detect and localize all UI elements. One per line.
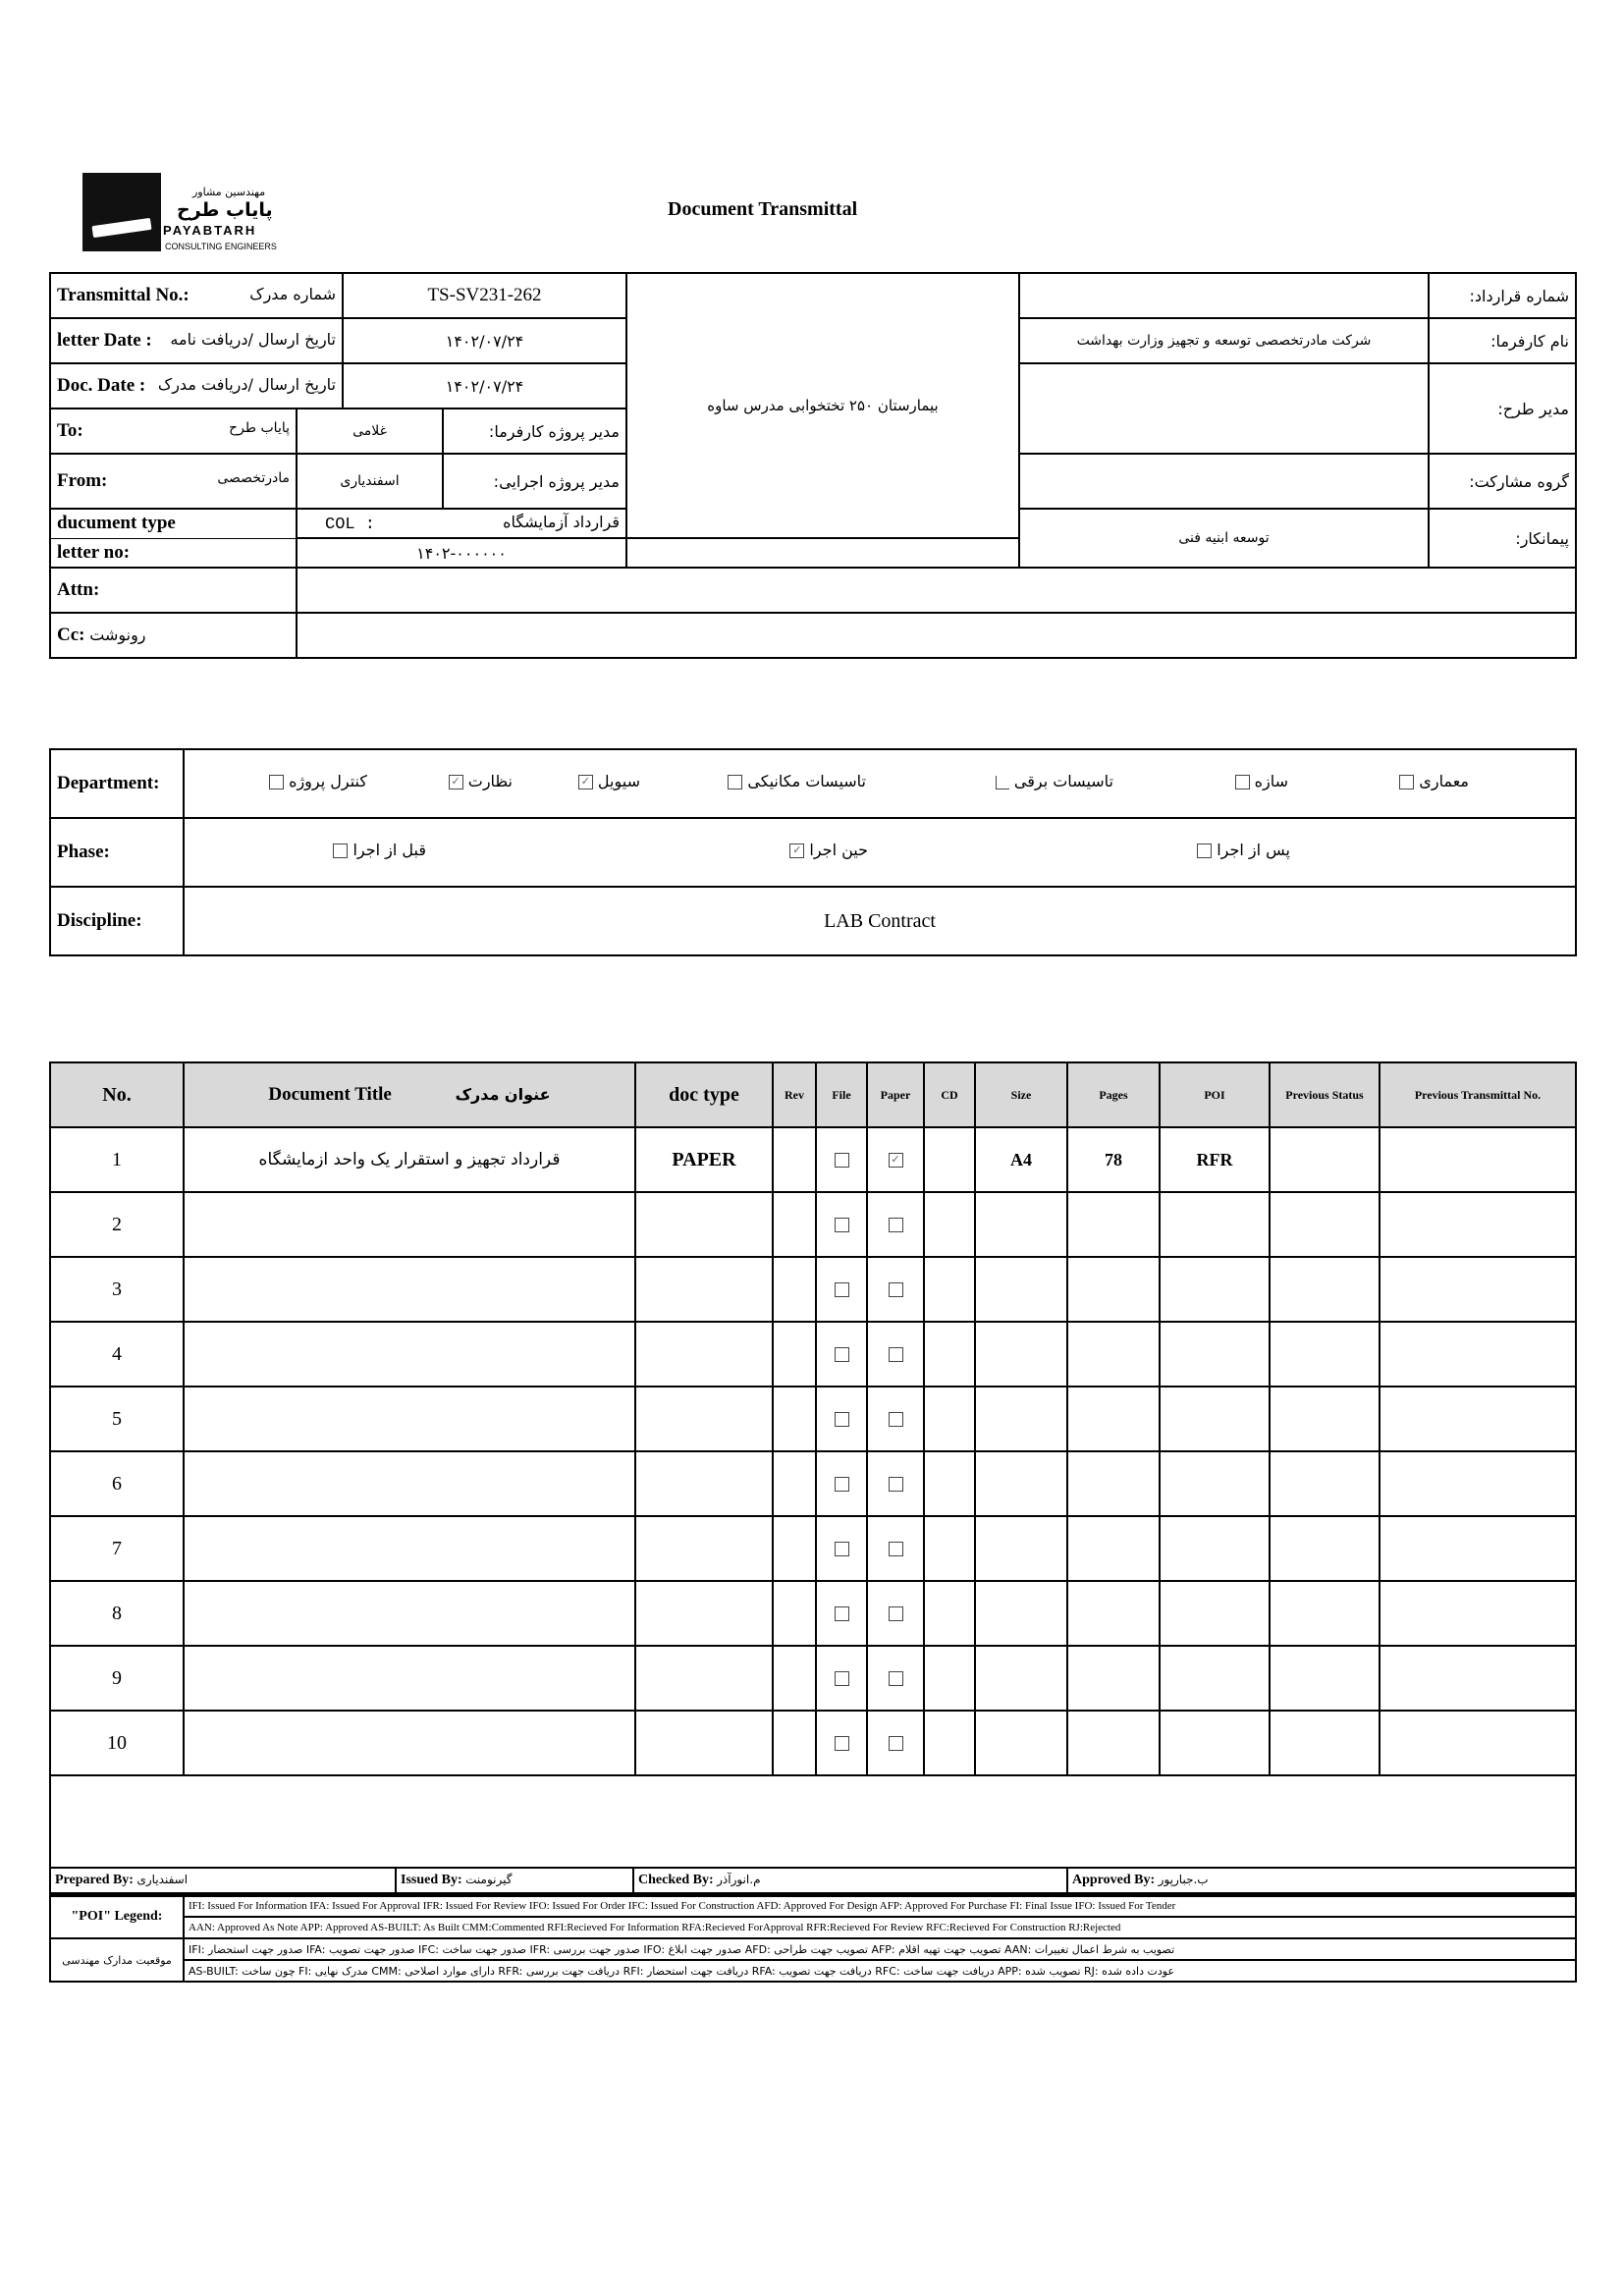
poi-legend-label: "POI" Legend: [50,1895,184,1938]
row-rev [773,1192,816,1257]
prepared-value: اسفندیاری [136,1873,189,1886]
row-prev-status [1270,1451,1380,1516]
checkbox-icon[interactable] [835,1282,849,1297]
checkbox-icon[interactable] [835,1347,849,1362]
doctype-value: COL : [325,516,376,534]
row-title [184,1192,635,1257]
row-prev-status [1270,1257,1380,1322]
table-row [50,1581,1576,1646]
row-paper [867,1451,924,1516]
row-prev-status [1270,1646,1380,1711]
row-prev-status [1270,1127,1380,1192]
row-cd [924,1646,975,1711]
row-file [816,1322,867,1387]
row-cd [924,1581,975,1646]
department-structure[interactable] [1235,772,1288,790]
partnership-label: گروه مشارکت: [1429,454,1576,509]
approved-by [1067,1868,1576,1893]
row-rev [773,1451,816,1516]
row-cd [924,1257,975,1322]
row-title [184,1451,635,1516]
row-file [816,1192,867,1257]
row-paper [867,1581,924,1646]
row-cd [924,1322,975,1387]
checkbox-icon[interactable] [889,1736,903,1751]
row-doctype [635,1257,773,1322]
to-person: غلامی [297,408,443,454]
row-pages [1067,1711,1160,1775]
contract-no-label: شماره قرارداد: [1429,273,1576,318]
row-size [975,1387,1067,1451]
issued-value: گیرنومنت [465,1873,513,1886]
row-cd [924,1127,975,1192]
legend-line-3: IFI: صدور جهت استحضار IFA: صدور جهت تصویب IFC: صدور جهت ساخت IFR: صدور جهت بررسی IFO: صدور جهت ابلاغ AFD: تصویب جهت طراحی AFP: تصویب جهت تهیه اقلام AAN: تصویب به شرط اعمال تغییرات [184,1938,1576,1960]
legend-line-4: AS-BUILT: چون ساخت FI: مدرک نهایی CMM: دارای موارد اصلاحی RFR: دریافت جهت بررسی RFI: دریافت جهت استحضار RFA: دریافت جهت تصویب RFC: دریافت جهت ساخت APP: تصویب شده RJ: عودت داده شده [184,1960,1576,1982]
checkbox-icon[interactable] [1235,775,1250,789]
doc-date-label-cell [50,363,343,408]
row-pages [1067,1516,1160,1581]
checkbox-icon[interactable] [889,1347,903,1362]
from-label: From: [57,470,108,491]
checkbox-icon[interactable] [269,775,284,789]
col-prev-status: Previous Status [1270,1062,1380,1127]
project-cell-bottom [626,538,1019,568]
checked-by [633,1868,1067,1893]
col-pages: Pages [1067,1062,1160,1127]
row-title [184,1646,635,1711]
phase-label-before: قبل از اجرا [352,841,426,859]
logo-subtitle: CONSULTING ENGINEERS [165,242,277,251]
row-rev [773,1322,816,1387]
row-cd [924,1451,975,1516]
table-row [50,1646,1576,1711]
company-logo [82,173,161,251]
checkbox-checked-icon[interactable]: ✓ [449,775,463,789]
row-pages: 78 [1067,1127,1160,1192]
phase-options [184,818,1576,887]
prepared-label: Prepared By: [55,1873,134,1887]
row-pages [1067,1451,1160,1516]
department-label-project-control: کنترل پروژه [289,772,367,790]
client-label: نام کارفرما: [1429,318,1576,363]
prepared-by [50,1868,396,1893]
row-no: 10 [50,1711,184,1775]
to-cell [50,408,297,454]
table-row [50,1257,1576,1322]
row-no: 3 [50,1257,184,1322]
row-paper [867,1711,924,1775]
transmittal-label-fa: شماره مدرک [249,285,336,303]
row-poi [1160,1451,1270,1516]
attn-value [297,568,1576,613]
row-cd [924,1516,975,1581]
checkbox-icon[interactable] [835,1671,849,1686]
from-person: اسفندیاری [297,454,443,509]
logo-text-small: مهندسین مشاور [192,186,266,198]
contract-no-value [1019,273,1429,318]
doctype-value-fa: قرارداد آزمایشگاه [503,513,620,531]
row-no: 8 [50,1581,184,1646]
row-cd [924,1192,975,1257]
row-pages [1067,1581,1160,1646]
attn-label: Attn: [50,568,297,613]
signatures-table [49,1867,1577,1894]
row-doctype [635,1516,773,1581]
row-size [975,1451,1067,1516]
checkbox-icon[interactable] [835,1412,849,1427]
row-file [816,1581,867,1646]
row-no: 4 [50,1322,184,1387]
row-pages [1067,1387,1160,1451]
row-no: 5 [50,1387,184,1451]
row-poi [1160,1192,1270,1257]
row-rev [773,1387,816,1451]
row-doctype [635,1581,773,1646]
row-file [816,1127,867,1192]
row-poi [1160,1387,1270,1451]
row-pages [1067,1322,1160,1387]
letterno-label: letter no: [50,538,297,568]
row-title [184,1322,635,1387]
row-poi [1160,1646,1270,1711]
design-manager-value [1019,363,1429,454]
row-size [975,1581,1067,1646]
row-paper [867,1322,924,1387]
phase-before[interactable] [333,841,426,859]
classification-table [49,748,1577,956]
logo-text-fa: پایاب طرح [177,199,273,221]
row-pages [1067,1192,1160,1257]
project-name: بیمارستان ۲۵۰ تختخوابی مدرس ساوه [626,273,1019,538]
row-no: 7 [50,1516,184,1581]
checkbox-icon[interactable] [1399,775,1414,789]
row-paper [867,1257,924,1322]
phase-label: Phase: [50,818,184,887]
logo-text-en: PAYABTARH [163,223,257,238]
checkbox-icon[interactable] [889,1477,903,1492]
row-prev-status [1270,1581,1380,1646]
documents-table-body [50,1127,1576,1775]
row-size [975,1192,1067,1257]
transmittal-label: Transmittal No.: [57,285,189,305]
row-prev-no [1380,1516,1576,1581]
row-poi [1160,1257,1270,1322]
row-title [184,1257,635,1322]
checkbox-checked-icon[interactable]: ✓ [889,1153,903,1168]
row-title [184,1516,635,1581]
transmittal-value: TS-SV231-262 [343,273,626,318]
approved-label: Approved By: [1072,1873,1156,1887]
row-poi [1160,1581,1270,1646]
col-poi: POI [1160,1062,1270,1127]
row-file [816,1516,867,1581]
row-paper [867,1192,924,1257]
checkbox-icon[interactable] [1197,843,1212,858]
row-doctype: PAPER [635,1127,773,1192]
row-file [816,1711,867,1775]
table-row [50,1387,1576,1451]
client-value: شرکت مادرتخصصی توسعه و تجهیز وزارت بهداشت [1019,318,1429,363]
partnership-value [1019,454,1429,509]
cc-value [297,613,1576,658]
checkbox-icon[interactable] [889,1412,903,1427]
row-title: قرارداد تجهیز و استقرار یک واحد ازمایشگاه [184,1127,635,1192]
col-doctype: doc type [635,1062,773,1127]
row-prev-no [1380,1581,1576,1646]
legend-table [49,1894,1577,1983]
row-poi [1160,1322,1270,1387]
row-pages [1067,1646,1160,1711]
department-options [184,749,1576,818]
row-file [816,1451,867,1516]
row-size [975,1516,1067,1581]
row-rev [773,1711,816,1775]
documents-table [49,1061,1577,1897]
checked-label: Checked By: [638,1873,714,1887]
to-label: To: [57,420,83,441]
row-size [975,1646,1067,1711]
letter-date-label-fa: تاریخ ارسال /دریافت نامه [170,330,336,349]
department-architecture[interactable] [1399,772,1469,790]
row-prev-no [1380,1451,1576,1516]
checkbox-checked-icon[interactable]: ✓ [789,843,804,858]
doc-date-label-fa: تاریخ ارسال /دریافت مدرک [157,375,336,394]
from-value: مادرتخصصی [217,470,290,486]
checked-value: م.انورآذر [717,1873,761,1886]
from-cell [50,454,297,509]
row-doctype [635,1711,773,1775]
row-prev-no [1380,1257,1576,1322]
row-prev-no [1380,1387,1576,1451]
row-file [816,1646,867,1711]
row-prev-status [1270,1711,1380,1775]
row-prev-status [1270,1387,1380,1451]
table-row [50,1451,1576,1516]
row-title [184,1387,635,1451]
department-label-architecture: معماری [1419,772,1469,790]
doctype-cell [297,509,626,538]
department-electrical[interactable] [996,772,1113,790]
table-row [50,1127,1576,1192]
row-prev-status [1270,1192,1380,1257]
checkbox-icon[interactable] [889,1671,903,1686]
checkbox-icon[interactable] [889,1606,903,1621]
col-title-en: Document Title [268,1084,392,1105]
page-title: Document Transmittal [668,198,858,220]
department-label-civil: سیویل [597,772,640,790]
letter-date-label-cell [50,318,343,363]
checkbox-checked-icon[interactable]: ✓ [578,775,593,789]
col-cd: CD [924,1062,975,1127]
phase-label-during: حین اجرا [809,841,868,859]
phase-label-after: پس از اجرا [1217,841,1290,859]
discipline-label: Discipline: [50,887,184,955]
row-doctype [635,1192,773,1257]
col-file: File [816,1062,867,1127]
row-prev-no [1380,1646,1576,1711]
row-paper [867,1516,924,1581]
to-role: مدیر پروژه کارفرما: [443,408,626,454]
col-rev: Rev [773,1062,816,1127]
department-label-structure: سازه [1254,772,1288,790]
row-prev-no [1380,1711,1576,1775]
row-file [816,1387,867,1451]
header-table [49,272,1577,659]
checkbox-icon[interactable] [333,843,348,858]
row-rev [773,1516,816,1581]
legend-fa-label: موقعیت مدارک مهندسی [50,1938,184,1982]
letterno-value: ۱۴۰۲-۰۰۰۰۰۰ [297,538,626,568]
row-title [184,1711,635,1775]
checkbox-icon[interactable] [835,1606,849,1621]
cc-cell [50,613,297,658]
department-label: Department: [50,749,184,818]
phase-during[interactable] [789,841,868,859]
department-supervision[interactable] [449,772,513,790]
checkbox-icon[interactable] [889,1542,903,1556]
row-no: 6 [50,1451,184,1516]
contractor-value: توسعه ابنیه فنی [1019,509,1429,568]
department-label-electrical: تاسیسات برقی [1013,772,1113,790]
table-row [50,1516,1576,1581]
doctype-label: ducument type [50,509,297,538]
row-size [975,1711,1067,1775]
row-cd [924,1711,975,1775]
letter-date-value: ۱۴۰۲/۰۷/۲۴ [343,318,626,363]
legend-line-1: IFI: Issued For Information IFA: Issued For Approval IFR: Issued For Review IFO: Issued For Order IFC: Issued For Construction AFD: Approved For Design AFP: Approved For Purchase FI: Final Issue IFO: Issued For Tender [184,1895,1576,1917]
row-paper [867,1127,924,1192]
table-row [50,1711,1576,1775]
row-prev-no [1380,1192,1576,1257]
checkbox-icon[interactable] [835,1736,849,1751]
issued-by [396,1868,633,1893]
department-mechanical[interactable] [728,772,866,790]
row-no: 9 [50,1646,184,1711]
issued-label: Issued By: [401,1873,462,1887]
department-label-supervision: نظارت [467,772,513,790]
row-pages [1067,1257,1160,1322]
row-doctype [635,1451,773,1516]
col-size: Size [975,1062,1067,1127]
transmittal-label-cell [50,273,343,318]
row-doctype [635,1646,773,1711]
to-value: پایاب طرح [229,420,290,436]
row-file [816,1257,867,1322]
department-civil[interactable] [578,772,640,790]
row-no: 1 [50,1127,184,1192]
checkbox-icon[interactable] [996,776,1009,789]
letter-date-label: letter Date : [57,330,152,351]
row-prev-no [1380,1127,1576,1192]
row-poi: RFR [1160,1127,1270,1192]
col-paper: Paper [867,1062,924,1127]
approved-value: ب.جبارپور [1158,1873,1209,1886]
checkbox-icon[interactable] [835,1542,849,1556]
row-prev-status [1270,1516,1380,1581]
design-manager-label: مدیر طرح: [1429,363,1576,454]
row-rev [773,1646,816,1711]
row-prev-no [1380,1322,1576,1387]
checkbox-icon[interactable] [728,775,742,789]
row-size [975,1322,1067,1387]
row-poi [1160,1516,1270,1581]
row-doctype [635,1322,773,1387]
phase-after[interactable] [1197,841,1290,859]
checkbox-icon[interactable] [889,1282,903,1297]
legend-line-2: AAN: Approved As Note APP: Approved AS-BUILT: As Built CMM:Commented RFI:Recieved For Information RFA:Recieved ForApproval RFR:Recieved For Review RFC:Recieved For Construction RJ:Rejected [184,1917,1576,1938]
checkbox-icon[interactable] [835,1477,849,1492]
table-row [50,1192,1576,1257]
department-label-mechanical: تاسیسات مکانیکی [747,772,866,790]
col-prev-no: Previous Transmittal No. [1380,1062,1576,1127]
checkbox-icon[interactable] [835,1153,849,1168]
row-doctype [635,1387,773,1451]
col-title-fa: عنوان مدرک [455,1085,551,1104]
row-poi [1160,1711,1270,1775]
cc-label: Cc: [57,625,85,645]
row-rev [773,1581,816,1646]
row-cd [924,1387,975,1451]
row-prev-status [1270,1322,1380,1387]
discipline-value: LAB Contract [184,887,1576,955]
col-title [184,1062,635,1127]
row-rev [773,1127,816,1192]
row-rev [773,1257,816,1322]
checkbox-icon[interactable] [835,1218,849,1232]
row-paper [867,1646,924,1711]
doc-date-label: Doc. Date : [57,375,146,396]
row-size [975,1257,1067,1322]
row-paper [867,1387,924,1451]
row-size: A4 [975,1127,1067,1192]
checkbox-icon[interactable] [889,1218,903,1232]
col-no: No. [50,1062,184,1127]
table-row [50,1322,1576,1387]
row-title [184,1581,635,1646]
cc-label-fa: رونوشت [89,626,146,644]
contractor-label: پیمانکار: [1429,509,1576,568]
from-role: مدیر پروژه اجرایی: [443,454,626,509]
department-project-control[interactable] [269,772,367,790]
doc-date-value: ۱۴۰۲/۰۷/۲۴ [343,363,626,408]
row-no: 2 [50,1192,184,1257]
